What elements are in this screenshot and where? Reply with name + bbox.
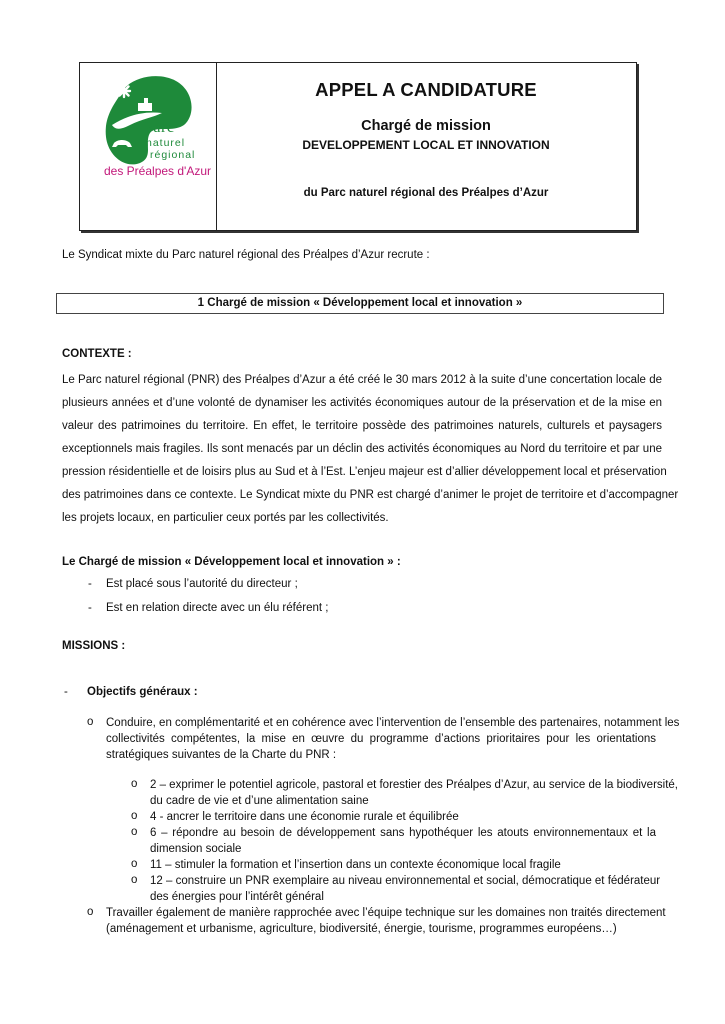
logo-text-prealpes: des Préalpes d'Azur [104, 164, 212, 178]
mission-item-1 [106, 715, 680, 763]
job-title-box: 1 Chargé de mission « Développement local et innovation » [56, 293, 664, 314]
subtitle-position: Chargé de mission [361, 118, 491, 134]
mission-item-2 [106, 905, 666, 937]
subitem-2 [150, 777, 678, 809]
mission-line: collectivités compétentes, la mise en œuvre du programme d’actions prioritaires pour les orientations [106, 733, 656, 745]
dash-bullet: - [64, 686, 68, 698]
subtitle-domain: DEVELOPPEMENT LOCAL ET INNOVATION [302, 138, 550, 152]
contexte-line: pression résidentielle et de loisirs plus au Sud et à l’Est. L’enjeu majeur est d’allier développement local et préservation [62, 466, 667, 478]
subitem-line: 4 - ancrer le territoire dans une économie rurale et équilibrée [150, 811, 459, 823]
subitem-6 [150, 825, 656, 857]
contexte-line: plusieurs années et d’une volonté de dynamiser les activités économiques autour de la préservation et de la mise en [62, 397, 662, 409]
contexte-line: exceptionnels mais fragiles. Ils sont menacés par un déclin des activités économiques au Nord du territoire et par une [62, 443, 662, 455]
subtitle-organization: du Parc naturel régional des Préalpes d’Azur [303, 187, 549, 199]
logo-text-regional: régional [150, 149, 196, 161]
page-title: APPEL A CANDIDATURE [315, 79, 537, 100]
logo-cell [80, 63, 217, 230]
contexte-line: les projets locaux, en particulier ceux portés par les collectivités. [62, 512, 389, 524]
mission-line: (aménagement et urbanisme, agriculture, biodiversité, énergie, tourisme, programmes européens…) [106, 923, 617, 935]
logo-text-naturel: naturel [146, 137, 186, 149]
subitem-line: des énergies pour l’intérêt général [150, 891, 324, 903]
subitem-line: 2 – exprimer le potentiel agricole, pastoral et forestier des Préalpes d’Azur, au service de la biodiversité, [150, 779, 678, 791]
role-heading: Le Chargé de mission « Développement local et innovation » : [62, 556, 401, 568]
contexte-line: valeur des patrimoines du territoire. En effet, le territoire possède des patrimoines naturels, culturels et paysagers [62, 420, 662, 432]
contexte-heading: CONTEXTE : [62, 348, 132, 360]
objectifs-heading: Objectifs généraux : [87, 686, 198, 698]
dash-bullet: - [88, 602, 92, 614]
mission-line: Conduire, en complémentarité et en cohérence avec l’intervention de l’ensemble des partenaires, notamment les [106, 717, 680, 729]
dash-bullet: - [88, 578, 92, 590]
circle-bullet: o [87, 906, 94, 918]
missions-heading: MISSIONS : [62, 640, 126, 652]
contexte-line: Le Parc naturel régional (PNR) des Préalpes d’Azur a été créé le 30 mars 2012 à la suite d’une concertation locale de [62, 374, 662, 386]
contexte-line: des patrimoines dans ce contexte. Le Syndicat mixte du PNR est chargé d’animer le projet de territoire et d’accompagner [62, 489, 679, 501]
subitem-4 [150, 809, 656, 825]
role-item: Est placé sous l’autorité du directeur ; [106, 578, 298, 590]
logo-text-parc: Parc [144, 119, 175, 136]
subitem-line: du cadre de vie et d’une alimentation saine [150, 795, 369, 807]
circle-bullet: o [131, 826, 138, 838]
subitem-line: 11 – stimuler la formation et l’insertion dans un contexte économique local fragile [150, 859, 561, 871]
circle-bullet: o [131, 874, 138, 886]
subitem-line: 12 – construire un PNR exemplaire au niveau environnemental et social, démocratique et fédérateur [150, 875, 661, 887]
circle-bullet: o [131, 858, 138, 870]
mission-line: Travailler également de manière rapprochée avec l’équipe technique sur les domaines non traités directement [106, 907, 666, 919]
subitem-line: 6 – répondre au besoin de développement sans hypothéquer les atouts environnementaux et la [150, 827, 656, 839]
subitem-line: dimension sociale [150, 843, 242, 855]
contexte-paragraph [62, 369, 679, 530]
subitem-12 [150, 873, 661, 905]
role-item: Est en relation directe avec un élu référent ; [106, 602, 329, 614]
circle-bullet: o [131, 778, 138, 790]
circle-bullet: o [131, 810, 138, 822]
intro-text: Le Syndicat mixte du Parc naturel régional des Préalpes d’Azur recrute : [62, 249, 430, 261]
header-box [79, 62, 637, 231]
mission-line: stratégiques suivantes de la Charte du PNR : [106, 749, 337, 761]
circle-bullet: o [87, 716, 94, 728]
subitem-11 [150, 857, 656, 873]
